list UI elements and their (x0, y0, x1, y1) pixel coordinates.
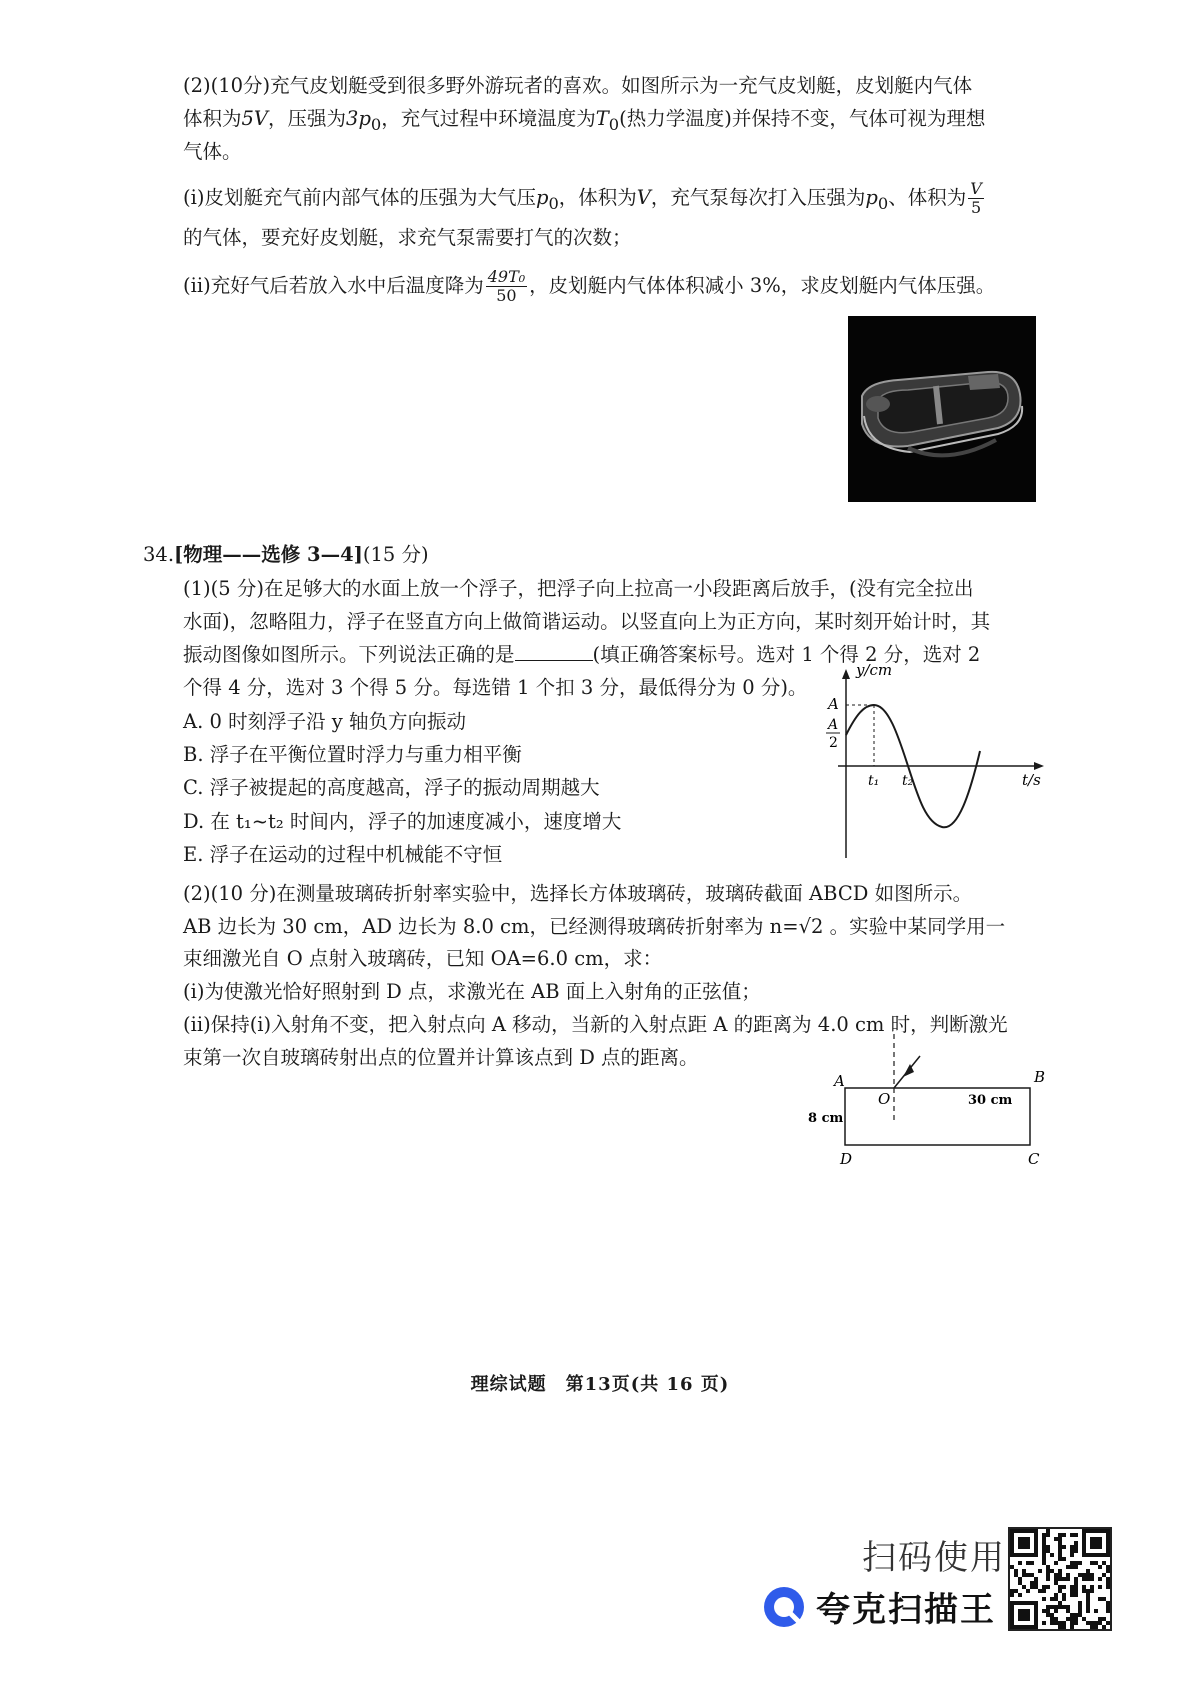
option-c: C. 浮子被提起的高度越高，浮子的振动周期越大 (183, 776, 600, 799)
label-o: O (878, 1090, 891, 1108)
inflatable-boat-photo (848, 316, 1036, 502)
fraction-v-over-5: $\frac{V}{5}$ (970, 179, 982, 217)
t2-label: t₂ (902, 773, 914, 789)
q34-2-line-1: (2)(10 分)在测量玻璃砖折射率实验中，选择长方体玻璃砖，玻璃砖截面 ABCD 如图所示。 (183, 882, 973, 905)
quark-logo-icon (762, 1585, 806, 1629)
q34-1-line-4: 个得 4 分，选对 3 个得 5 分。每选错 1 个扣 3 分，最低得分为 0 分)。 (183, 676, 808, 699)
scan-to-use-text: 扫码使用 (862, 1538, 1006, 1578)
q34-2-sub-ii-line-1: (ii)保持(i)入射角不变，把入射点向 A 移动，当新的入射点距 A 的距离为 4.0 cm 时，判断激光 (183, 1013, 1008, 1036)
inflatable-boat-icon (848, 316, 1036, 502)
qr-code-icon (1010, 1529, 1110, 1629)
y-axis-arrow-icon (842, 669, 850, 679)
q34-2-line-2: AB 边长为 30 cm，AD 边长为 8.0 cm，已经测得玻璃砖折射率为 n=√2 。实验中某同学用一 (183, 915, 1006, 938)
t-axis-arrow-icon (1034, 762, 1044, 770)
label-b: B (1034, 1068, 1046, 1086)
q34-2-sub-i: (i)为使激光恰好照射到 D 点，求激光在 AB 面上入射角的正弦值； (183, 980, 761, 1003)
option-b: B. 浮子在平衡位置时浮力与重力相平衡 (183, 743, 522, 766)
q33-2-line-2: 体积为5V，压强为$3p_0$，充气过程中环境温度为$T_0$(热力学温度)并保持不变，气体可视为理想 (183, 107, 986, 134)
page-footer: 理综试题 第13页(共 16 页) (470, 1374, 730, 1395)
half-amplitude-den: 2 (829, 735, 838, 751)
vibration-graph (808, 663, 1048, 863)
option-e: E. 浮子在运动的过程中机械能不守恒 (183, 843, 503, 866)
q33-2-sub-ii: (ii)充好气后若放入水中后温度降为 $\frac{\text{49T₀}}{50}$ ，皮划艇内气体体积减小 3%，求皮划艇内气体压强。 (183, 267, 996, 305)
t1-label: t₁ (868, 773, 880, 789)
q34-2-sub-ii-line-2: 束第一次自玻璃砖射出点的位置并计算该点到 D 点的距离。 (183, 1046, 699, 1069)
option-a: A. 0 时刻浮子沿 y 轴负方向振动 (183, 710, 466, 733)
qr-code[interactable] (1008, 1527, 1112, 1631)
option-d: D. 在 t₁~t₂ 时间内，浮子的加速度减小，速度增大 (183, 810, 622, 833)
q33-2-sub-i-line-1: (i)皮划艇充气前内部气体的压强为大气压$p_0$，体积为V，充气泵每次打入压强为$p_0$、体积为 $\frac{V}{5}$ (183, 179, 982, 217)
t-axis-label: t/s (1022, 771, 1041, 789)
scanner-brand (762, 1582, 996, 1631)
amplitude-label: A (828, 695, 839, 713)
label-a: A (834, 1072, 845, 1090)
q34-2-line-3: 束细激光自 O 点射入玻璃砖，已知 OA=6.0 cm，求： (183, 947, 663, 970)
glass-brick-diagram (800, 1028, 1050, 1173)
q34-1-line-3: 振动图像如图所示。下列说法正确的是 (填正确答案标号。选对 1 个得 2 分，选对 2 (183, 643, 981, 666)
ab-length-label: 30 cm (968, 1093, 1013, 1108)
label-d: D (840, 1150, 853, 1168)
answer-blank[interactable] (515, 642, 593, 661)
q33-2-sub-i-line-2: 的气体，要充好皮划艇，求充气泵需要打气的次数； (183, 226, 632, 249)
q34-header: 34.[物理——选修 3—4](15 分) (143, 543, 429, 566)
ad-length-label: 8 cm (808, 1111, 844, 1126)
q33-2-line-3: 气体。 (183, 140, 242, 163)
q33-2-line-1: (2)(10分)充气皮划艇受到很多野外游玩者的喜欢。如图所示为一充气皮划艇，皮划艇内气体 (183, 74, 973, 97)
half-amplitude-num: A (828, 717, 839, 733)
y-axis-label: y/cm (856, 663, 893, 679)
brand-name: 夸克扫描王 (816, 1590, 996, 1630)
label-c: C (1028, 1150, 1040, 1168)
fraction-temperature: $\frac{\text{49T₀}}{50}$ (487, 267, 526, 305)
q34-1-line-2: 水面)，忽略阻力，浮子在竖直方向上做简谐运动。以竖直向上为正方向，某时刻开始计时，其 (183, 610, 991, 633)
q34-1-line-1: (1)(5 分)在足够大的水面上放一个浮子，把浮子向上拉高一小段距离后放手，(没有完全拉出 (183, 577, 974, 600)
